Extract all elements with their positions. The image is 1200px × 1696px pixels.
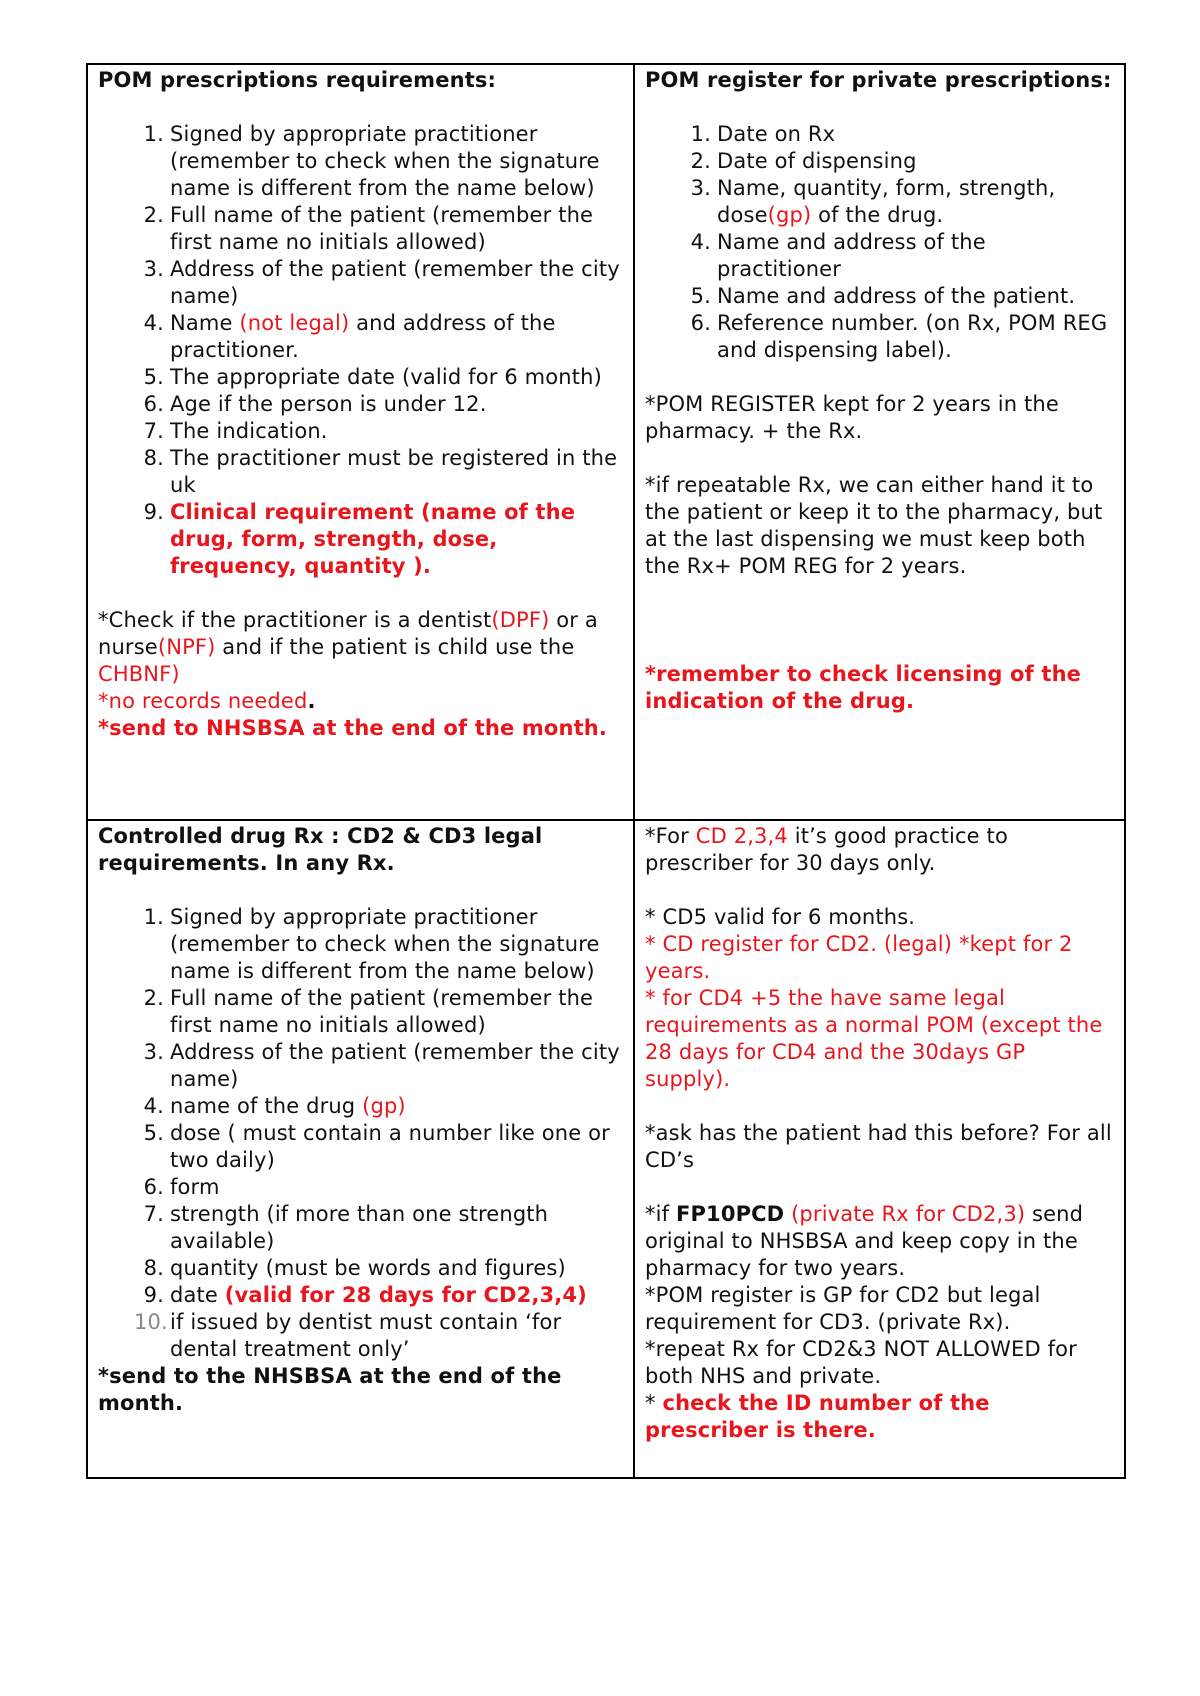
pom-rx-heading: POM prescriptions requirements: bbox=[98, 68, 497, 92]
pom-rx-note-check: *Check if the practitioner is a dentist(DPF) or a nurse(NPF) and if the patient is child use the CHBNF) bbox=[98, 608, 598, 686]
list-item: 1. Date on Rx bbox=[690, 122, 836, 146]
list-item: 1. Signed by appropriate practitioner (remember to check when the signature name is different from the name below) bbox=[143, 122, 600, 200]
list-item: 6. Reference number. (on Rx, POM REG and dispensing label). bbox=[690, 311, 1108, 362]
pom-register-note-kept: *POM REGISTER kept for 2 years in the pharmacy. + the Rx. bbox=[645, 392, 1059, 443]
table-row bbox=[87, 64, 1125, 820]
list-item: 8. The practitioner must be registered in the uk bbox=[143, 446, 618, 497]
list-item: 6. form bbox=[143, 1175, 220, 1199]
cd-rx-note-send: *send to the NHSBSA at the end of the month. bbox=[98, 1364, 562, 1415]
list-item: 4. Name (not legal) and address of the practitioner. bbox=[143, 311, 556, 362]
clinical-requirement: Clinical requirement (name of the drug, form, strength, dose, frequency, quantity ). bbox=[170, 500, 576, 578]
list-item: 5. dose ( must contain a number like one or two daily) bbox=[143, 1121, 610, 1172]
list-item: 2. Date of dispensing bbox=[690, 149, 917, 173]
cd-rx-list bbox=[98, 904, 623, 1363]
pom-register-note-licensing: *remember to check licensing of the indication of the drug. bbox=[645, 662, 1082, 713]
cd-notes-cell bbox=[634, 820, 1125, 1478]
table-row bbox=[87, 820, 1125, 1478]
cd-note: *For CD 2,3,4 it’s good practice to prescriber for 30 days only. bbox=[645, 824, 1008, 875]
list-item: 8. quantity (must be words and figures) bbox=[143, 1256, 566, 1280]
list-item: 4. Name and address of the practitioner bbox=[690, 230, 986, 281]
requirements-table bbox=[86, 63, 1126, 1479]
cd-note: *repeat Rx for CD2&3 NOT ALLOWED for both NHS and private. bbox=[645, 1337, 1077, 1388]
cd-rx-heading: Controlled drug Rx : CD2 & CD3 legal requirements. In any Rx. bbox=[98, 824, 543, 875]
list-item: 3. Address of the patient (remember the city name) bbox=[143, 257, 620, 308]
pom-register-list bbox=[645, 121, 1114, 364]
pom-rx-list bbox=[98, 121, 623, 580]
list-item: 2. Full name of the patient (remember the first name no initials allowed) bbox=[143, 986, 594, 1037]
list-item: 9. date (valid for 28 days for CD2,3,4) bbox=[143, 1283, 587, 1307]
list-item: 10. if issued by dentist must contain ‘for dental treatment only’ bbox=[134, 1310, 562, 1361]
pom-prescriptions-cell bbox=[87, 64, 634, 820]
list-item: 4. name of the drug (gp) bbox=[143, 1094, 406, 1118]
cd-note: * CD5 valid for 6 months. bbox=[645, 905, 916, 929]
pom-rx-note-records: *no records needed. bbox=[98, 689, 316, 713]
list-item: 3. Name, quantity, form, strength, dose(gp) of the drug. bbox=[690, 176, 1056, 227]
list-item: 6. Age if the person is under 12. bbox=[143, 392, 487, 416]
list-item: 9. Clinical requirement (name of the drug, form, strength, dose, frequency, quantity ). bbox=[143, 500, 576, 578]
cd-note: * for CD4 +5 the have same legal requirements as a normal POM (except the 28 days for CD4 and the 30days GP supply). bbox=[645, 986, 1103, 1091]
pom-register-note-repeatable: *if repeatable Rx, we can either hand it to the patient or keep it to the pharmacy, but at the last dispensing we must keep both the Rx+ POM REG for 2 years. bbox=[645, 473, 1103, 578]
pom-rx-note-send: *send to NHSBSA at the end of the month. bbox=[98, 716, 608, 740]
cd-note: * check the ID number of the prescriber is there. bbox=[645, 1391, 990, 1442]
list-item: 5. Name and address of the patient. bbox=[690, 284, 1076, 308]
cd-note: * CD register for CD2. (legal) *kept for 2 years. bbox=[645, 932, 1073, 983]
cd-note: *ask has the patient had this before? For all CD’s bbox=[645, 1121, 1112, 1172]
list-item: 3. Address of the patient (remember the city name) bbox=[143, 1040, 620, 1091]
list-item: 2. Full name of the patient (remember the first name no initials allowed) bbox=[143, 203, 594, 254]
list-item: 5. The appropriate date (valid for 6 month) bbox=[143, 365, 602, 389]
pom-register-cell bbox=[634, 64, 1125, 820]
list-item: 1. Signed by appropriate practitioner (remember to check when the signature name is different from the name below) bbox=[143, 905, 600, 983]
list-item: 7. strength (if more than one strength available) bbox=[143, 1202, 549, 1253]
not-legal-note: (not legal) bbox=[239, 311, 350, 335]
cd-note: *POM register is GP for CD2 but legal requirement for CD3. (private Rx). bbox=[645, 1283, 1041, 1334]
cd-note: *if FP10PCD (private Rx for CD2,3) send original to NHSBSA and keep copy in the pharmacy for two years. bbox=[645, 1202, 1084, 1280]
list-item: 7. The indication. bbox=[143, 419, 328, 443]
pom-register-heading: POM register for private prescriptions: bbox=[645, 68, 1112, 92]
date-validity: (valid for 28 days for CD2,3,4) bbox=[224, 1283, 587, 1307]
cd-requirements-cell bbox=[87, 820, 634, 1478]
